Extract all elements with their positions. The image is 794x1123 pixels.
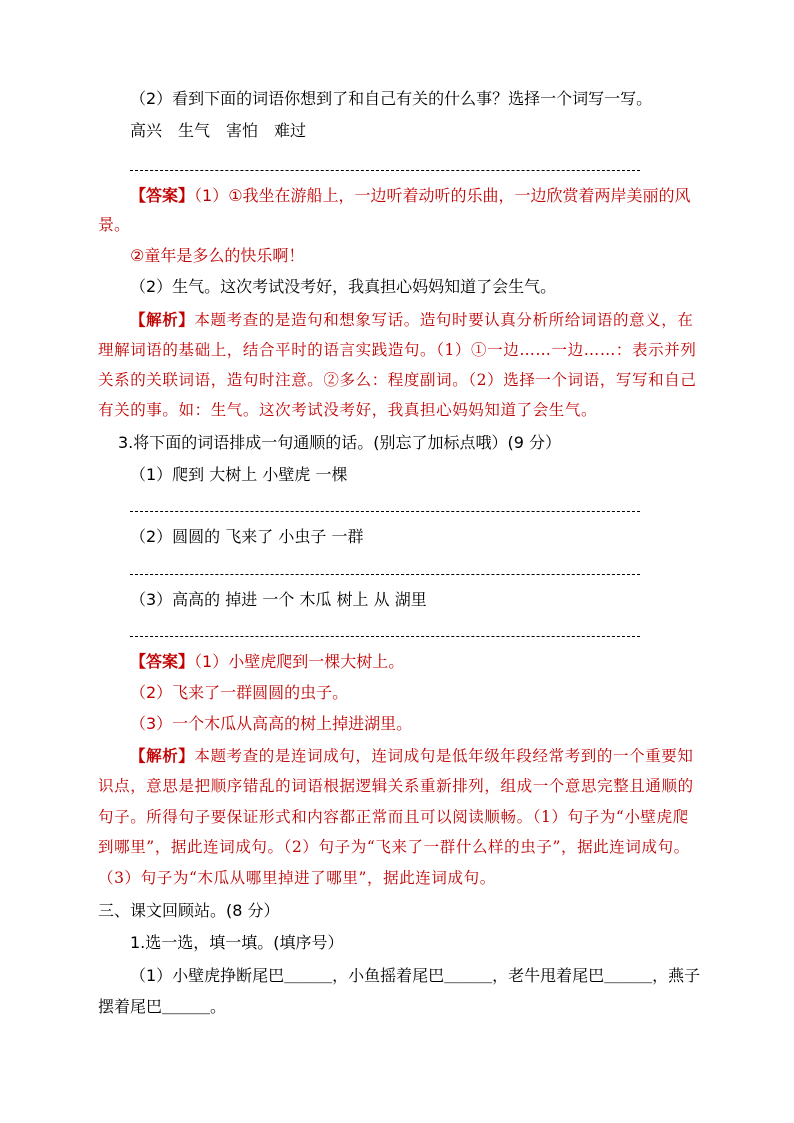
question-2-word-list: 高兴 生气 害怕 难过 — [130, 121, 307, 140]
section-3-title: 三、课文回顾站。(8 分） — [98, 901, 280, 920]
analysis-tag: 【解析】 — [130, 310, 195, 329]
analysis-tag: 【解析】 — [130, 746, 195, 765]
answer-2-line-3: （3）一个木瓜从高高的树上掉进湖里。 — [130, 714, 413, 733]
question-2-prompt: （2）看到下面的词语你想到了和自己有关的什么事？选择一个词写一写。 — [130, 89, 653, 108]
answer-2-line-1 — [130, 651, 404, 673]
answer-1-line-3: ②童年是多么的快乐啊！ — [130, 246, 305, 265]
answer-blank-line — [130, 574, 640, 575]
analysis-1-line-3: 关系的关联词语，造句时注意。②多么：程度副词。（2）选择一个词语，写写和自己 — [98, 371, 697, 389]
section-3-subtitle: 1.选一选，填一填。(填序号） — [130, 933, 344, 952]
analysis-2-text-1: 本题考查的是连词成句，连词成句是低年级年段经常考到的一个重要知 — [194, 747, 694, 765]
answer-blank-line — [130, 170, 640, 171]
analysis-2-line-2: 识点，意思是把顺序错乱的词语根据逻辑关系重新排列，组成一个意思完整且通顺的 — [98, 777, 694, 795]
section-3-question-line-2: 摆着尾巴＿＿＿。 — [98, 997, 227, 1016]
analysis-2-line-4: 到哪里”，据此连词成句。（2）句子为“飞来了一群什么样的虫子”，据此连词成句。 — [98, 838, 690, 856]
answer-tag: 【答案】 — [130, 186, 195, 205]
answer-2-line-2: （2）飞来了一群圆圆的虫子。 — [130, 683, 349, 702]
analysis-2-line-3: 句子。所得句子要保证形式和内容都正常而且可以阅读顺畅。（1）句子为“小壁虎爬 — [98, 808, 689, 826]
section-3-question-line-1: （1）小壁虎挣断尾巴＿＿＿，小鱼摇着尾巴＿＿＿，老牛甩着尾巴＿＿＿，燕子 — [130, 966, 701, 985]
question-3-item-1: （1）爬到 大树上 小壁虎 一棵 — [130, 465, 348, 484]
analysis-2-line-5: （3）句子为“木瓜从哪里掉进了哪里”，据此连词成句。 — [98, 869, 496, 887]
question-3-item-2: （2）圆圆的 飞来了 小虫子 一群 — [130, 527, 364, 546]
analysis-1-line-1 — [130, 309, 694, 331]
answer-1-line-4: （2）生气。这次考试没考好，我真担心妈妈知道了会生气。 — [130, 277, 557, 296]
question-3-item-3: （3）高高的 掉进 一个 木瓜 树上 从 湖里 — [130, 590, 427, 609]
answer-blank-line — [130, 511, 640, 512]
answer-blank-line — [130, 636, 640, 637]
answer-1-text-1: （1）①我坐在游船上，一边听着动听的乐曲，一边欣赏着两岸美丽的风 — [194, 186, 691, 205]
answer-2-text-1: （1）小壁虎爬到一棵大树上。 — [194, 652, 405, 671]
question-3-title: 3.将下面的词语排成一句通顺的话。(别忘了加标点哦）(9 分） — [118, 433, 562, 452]
analysis-1-line-2: 理解词语的基础上，结合平时的语言实践造句。（1）①一边……一边……：表示并列 — [98, 341, 697, 359]
analysis-1-text-1: 本题考查的是造句和想象写话。造句时要认真分析所给词语的意义，在 — [194, 311, 694, 329]
answer-tag: 【答案】 — [130, 652, 195, 671]
analysis-1-line-4: 有关的事。如：生气。这次考试没考好，我真担心妈妈知道了会生气。 — [98, 401, 598, 419]
answer-1-line-2: 景。 — [98, 215, 131, 234]
answer-1-line-1 — [130, 185, 691, 207]
analysis-2-line-1 — [130, 745, 694, 767]
